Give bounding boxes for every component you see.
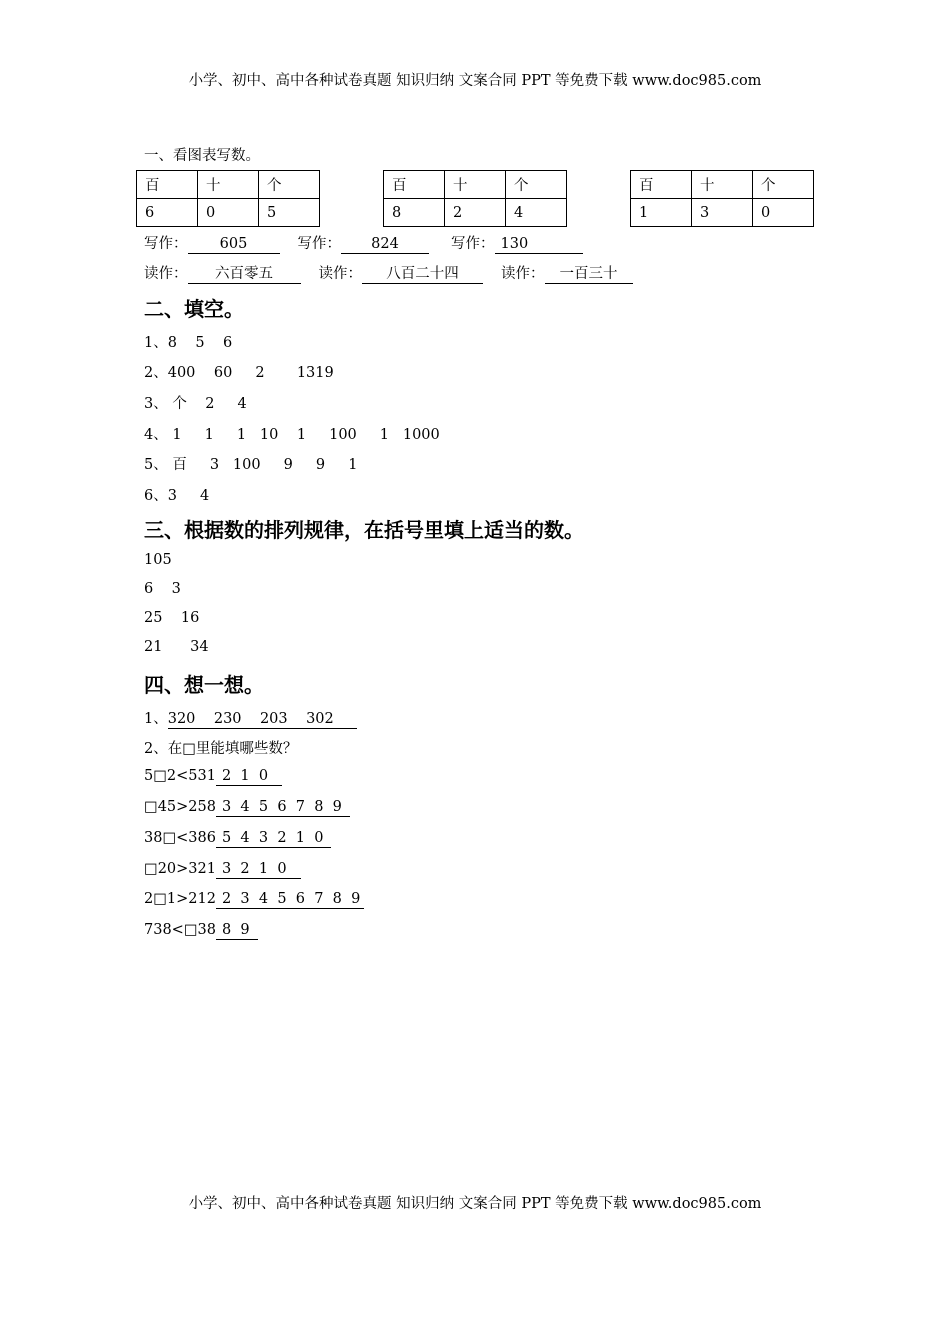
inequality-expr: 738<□38 — [144, 922, 216, 938]
q1-prefix: 1、 — [144, 711, 168, 727]
q1-answer: 320 230 203 302 — [168, 711, 357, 729]
table-header-cell: 百 — [384, 171, 445, 199]
table-digit-cell: 8 — [384, 199, 445, 227]
table-digit-cell: 0 — [753, 199, 814, 227]
write-answer: 824 — [341, 236, 429, 254]
read-row — [144, 262, 633, 284]
table-header-cell: 个 — [753, 171, 814, 199]
inequality-answer: 3 4 5 6 7 8 9 — [216, 799, 350, 817]
q2-title: 2、在□里能填哪些数？ — [144, 741, 298, 757]
inequality-expr: 38□<386 — [144, 830, 216, 846]
write-label: 写作： — [451, 236, 495, 252]
inequality-expr: 2□1>212 — [144, 891, 216, 907]
inequality-answer: 3 2 1 0 — [216, 861, 301, 879]
inequality-expr: 5□2<531 — [144, 768, 216, 784]
table-header-cell: 个 — [259, 171, 320, 199]
inequality-item — [144, 830, 331, 848]
inequality-answer: 5 4 3 2 1 0 — [216, 830, 331, 848]
read-answer: 八百二十四 — [362, 266, 483, 284]
write-label: 写作： — [297, 236, 341, 252]
table-digit-cell: 0 — [198, 199, 259, 227]
table-digit-cell: 5 — [259, 199, 320, 227]
table-digit-cell: 4 — [506, 199, 567, 227]
write-row — [144, 232, 583, 254]
page-header: 小学、初中、高中各种试卷真题 知识归纳 文案合同 PPT 等免费下载 www.doc985.com — [188, 73, 762, 89]
table-header-cell: 十 — [198, 171, 259, 199]
read-label: 读作： — [501, 266, 545, 282]
inequality-item — [144, 768, 282, 786]
inequality-answer: 2 1 0 — [216, 768, 282, 786]
place-value-table-3 — [630, 170, 814, 227]
section1-title: 一、看图表写数。 — [144, 148, 260, 164]
answer-line: 21 34 — [144, 639, 209, 655]
inequality-item — [144, 861, 301, 879]
answer-line: 2、400 60 2 1319 — [144, 365, 334, 381]
answer-line: 6 3 — [144, 581, 181, 597]
read-label: 读作： — [144, 266, 188, 282]
table-digit-cell: 6 — [137, 199, 198, 227]
answer-line: 25 16 — [144, 610, 200, 626]
write-label: 写作： — [144, 236, 188, 252]
answer-line: 4、 1 1 1 10 1 100 1 1000 — [144, 427, 440, 443]
table-header-cell: 个 — [506, 171, 567, 199]
inequality-answer: 8 9 — [216, 922, 258, 940]
answer-line: 3、 个 2 4 — [144, 396, 247, 412]
place-value-table-1 — [136, 170, 320, 227]
section3-title: 三、根据数的排列规律，在括号里填上适当的数。 — [144, 518, 584, 542]
read-answer: 六百零五 — [188, 266, 301, 284]
inequality-item — [144, 799, 350, 817]
answer-line: 1、8 5 6 — [144, 335, 233, 351]
inequality-answer: 2 3 4 5 6 7 8 9 — [216, 891, 364, 909]
inequality-expr: □20>321 — [144, 861, 216, 877]
answer-line: 6、3 4 — [144, 488, 210, 504]
table-digit-cell: 1 — [631, 199, 692, 227]
table-header-cell: 百 — [137, 171, 198, 199]
section2-title: 二、填空。 — [144, 297, 244, 321]
inequality-expr: □45>258 — [144, 799, 216, 815]
inequality-item — [144, 922, 258, 940]
read-answer: 一百三十 — [545, 266, 633, 284]
section4-title: 四、想一想。 — [144, 673, 264, 697]
inequality-item — [144, 891, 364, 909]
place-value-table-2 — [383, 170, 567, 227]
read-label: 读作： — [318, 266, 362, 282]
table-digit-cell: 2 — [445, 199, 506, 227]
page-footer: 小学、初中、高中各种试卷真题 知识归纳 文案合同 PPT 等免费下载 www.doc985.com — [188, 1196, 762, 1212]
table-header-cell: 十 — [692, 171, 753, 199]
answer-line: 105 — [144, 552, 172, 568]
write-answer: 130 — [495, 236, 583, 254]
answer-line: 5、 百 3 100 9 9 1 — [144, 457, 358, 473]
table-header-cell: 十 — [445, 171, 506, 199]
q1-line — [144, 707, 357, 729]
table-header-cell: 百 — [631, 171, 692, 199]
write-answer: 605 — [188, 236, 280, 254]
table-digit-cell: 3 — [692, 199, 753, 227]
